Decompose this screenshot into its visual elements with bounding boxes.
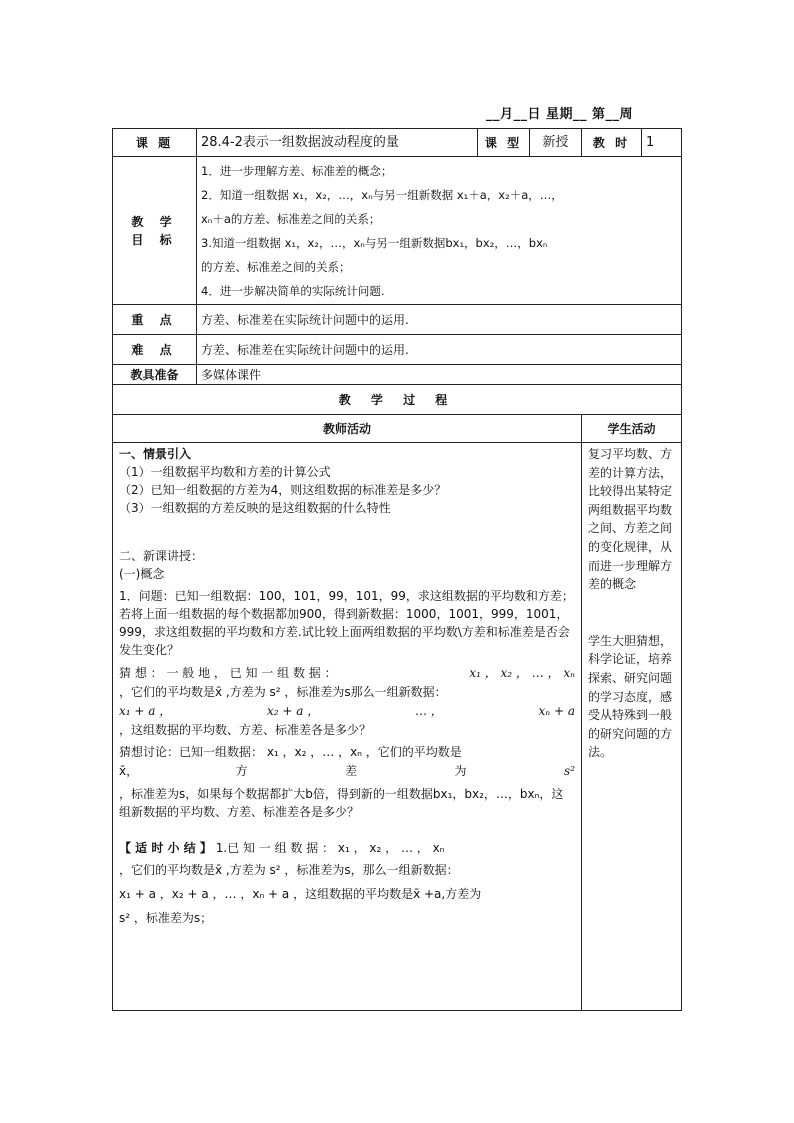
lesson-hours-value: 1 [642,129,682,157]
student-activity-cell [582,443,682,1011]
tools-label: 教具准备 [113,365,197,385]
goal-item: xₙ＋a的方差、标准差之间的关系； [201,211,381,226]
topic-value: 28.4-2表示一组数据波动程度的量 [197,129,478,157]
intro-question: （3）一组数据的方差反映的是这组数据的什么特性 [119,501,391,515]
guess-1-line [119,663,575,683]
new-data-term: x₂ + a ， [266,704,320,718]
intro-question: （2）已知一组数据的方差为4，则这组数据的标准差是多少？ [119,483,447,497]
new-data-term: x₁ + a ， [119,704,172,718]
intro-question: （1）一组数据平均数和方差的计算公式 [119,465,331,479]
mean-symbol: x̄， [119,764,139,778]
activity-content-row [113,443,682,1011]
key-point-row [113,305,682,335]
lesson-type-label: 课 型 [478,129,530,157]
student-activity-2: 学生大胆猜想，科学论证，培养探索、研究问题的学习态度，感受从特殊到一般的研究问题的方法。 [588,633,673,760]
spread-char: 为 [454,764,467,778]
process-title: 教 学 过 程 [113,385,682,415]
spread-char: 差 [345,764,358,778]
goals-content [197,157,682,305]
goals-label [113,157,197,305]
key-point-label: 重 点 [113,305,197,335]
spread-char: 方 [235,764,248,778]
goals-label-line1: 教 学 [131,214,178,229]
guess-1-new-data [119,701,575,721]
goals-label-line2: 目 标 [131,232,178,247]
guess-1-question: ，这组数据的平均数、方差、标准差各是多少？ [119,723,372,737]
lesson-type-value: 新授 [530,129,582,157]
guess-2-question: ，标准差为s，如果每个数据都扩大b倍，得到新的一组数据bx₁，bx₂，…，bxₙ，这组新数据的平均数、方差、标准差各是多少？ [119,787,564,819]
guess-2-variance-line [119,761,575,781]
guess-1-text: 猜 想 ： 一 般 地 ， 已 知 一 组 数 据 ： [119,666,337,680]
process-title-row [113,385,682,415]
goal-item: 的方差、标准差之间的关系； [201,259,351,274]
lesson-hours-label: 教 时 [582,129,642,157]
new-lesson-heading: 二、新课讲授： [119,549,204,563]
difficulty-label: 难 点 [113,335,197,365]
lesson-plan-table [112,128,682,1011]
summary-mean-line: ，它们的平均数是x̄ ,方差为 s² ，标准差为s，那么一组新数据： [119,863,459,877]
goals-row [113,157,682,305]
topic-label: 课 题 [113,129,197,157]
difficulty-value: 方差、标准差在实际统计问题中的运用. [197,335,682,365]
spacer [119,517,575,547]
guess-1-mean-line: ，它们的平均数是x̄ ,方差为 s² ，标准差为s那么一组新数据： [119,685,447,699]
new-data-term: … ， [414,704,443,718]
guess-2-line: 猜想讨论：已知一组数据： x₁ ，x₂ ，… ，xₙ ，它们的平均数是 [119,745,462,759]
activity-header-row [113,415,682,443]
summary-new-data-line: x₁ + a ，x₂ + a ，… ，xₙ + a ，这组数据的平均数是x̄ +a,方差为 [119,887,482,901]
difficulty-row [113,335,682,365]
goal-item: 1．进一步理解方差、标准差的概念； [201,163,393,178]
summary-line [119,839,575,857]
summary-std-line: s² ，标准差为s； [119,911,213,925]
topic-row [113,129,682,157]
teacher-activity-cell [113,443,582,1011]
concept-heading: (一)概念 [119,567,165,581]
spacer [588,594,675,632]
goal-item: 3.知道一组数据 x₁，x₂，…，xₙ与另一组新数据bx₁，bx₂，…，bxₙ [201,235,548,250]
problem-1: 1．问题：已知一组数据：100，101，99，101，99，求这组数据的平均数和方差；若将上面一组数据的每个数据都加900，得到新数据：1000，1001，999，1001，999，求这组数据的平均数和方差.试比较上面两组数据的平均数\方差和标准差是否会发生变化？ [119,589,574,657]
summary-data: 1.已 知 一 组 数 据 ： x₁ ， x₂ ， … ， xₙ [211,841,445,855]
variance-symbol: s² [564,764,575,778]
teacher-activity-header: 教师活动 [113,415,582,443]
date-week-line: __月__日 星期__ 第__周 [486,107,634,122]
student-activity-1: 复习平均数、方差的计算方法，比较得出某特定两组数据平均数之间、方差之间的变化规律，从而进一步理解方差的概念 [588,447,673,592]
tools-value: 多媒体课件 [197,365,682,385]
key-point-value: 方差、标准差在实际统计问题中的运用. [197,305,682,335]
guess-1-values: x₁ ， x₂ ， … ， xₙ [469,666,575,680]
tools-row [113,365,682,385]
intro-heading: 一、情景引入 [119,447,192,461]
goal-item: 2．知道一组数据 x₁，x₂，…，xₙ与另一组新数据 x₁＋a，x₂＋a，…， [201,187,563,202]
spacer [119,821,575,835]
new-data-term: xₙ + a [538,704,575,718]
goal-item: 4．进一步解决简单的实际统计问题. [201,283,385,298]
student-activity-header: 学生活动 [582,415,682,443]
summary-heading: 【 适 时 小 结 】 [119,841,212,855]
